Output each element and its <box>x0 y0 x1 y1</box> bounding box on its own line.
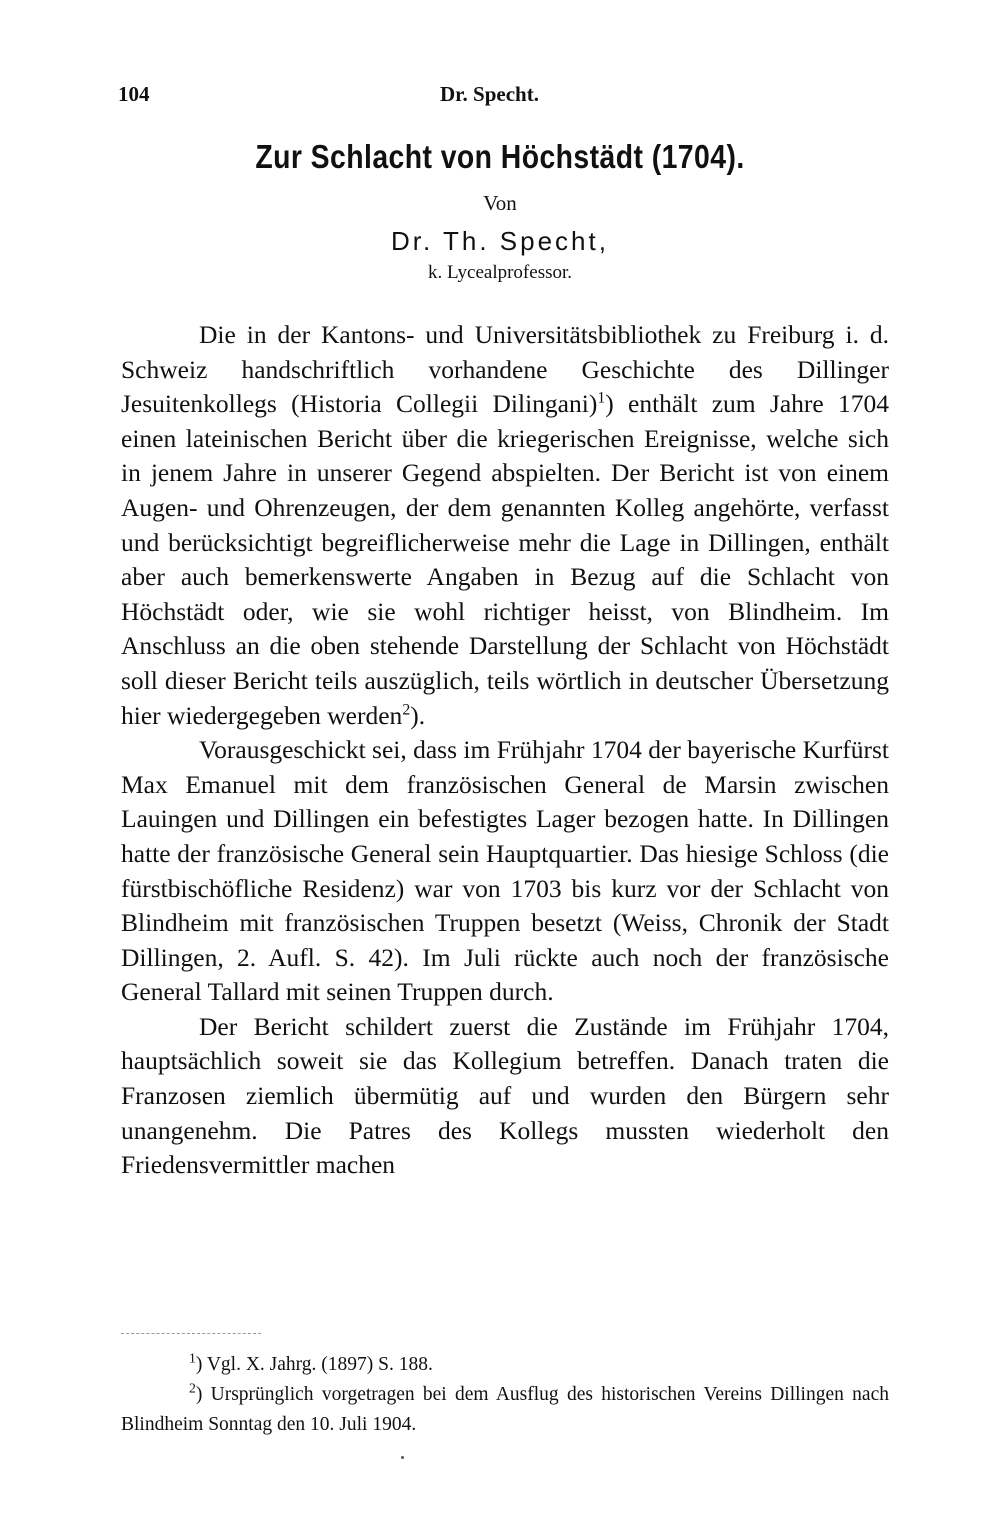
author-name: Dr. Th. Specht, <box>391 226 609 256</box>
footnotes <box>121 1350 889 1440</box>
paragraph-1-text-a: Die in der Kantons- und Universitätsbibliothek zu Freiburg i. d. Schweiz handschriftlich vorhandene Geschichte des Dillinger Jesuitenkollegs (Historia Collegii Dilingani) <box>121 320 889 419</box>
footnote-ref-2: 2 <box>402 701 411 719</box>
footnote-divider <box>121 1333 261 1334</box>
running-head <box>118 82 888 112</box>
footnote-ref-1: 1 <box>597 389 606 407</box>
byline-von: Von <box>483 191 517 215</box>
footnote-2 <box>121 1380 889 1440</box>
page-number: 104 <box>118 82 150 106</box>
running-head-author: Dr. Specht. <box>440 82 539 106</box>
body-text <box>121 318 889 1183</box>
footnote-1-text: ) Vgl. X. Jahrg. (1897) S. 188. <box>195 1354 433 1375</box>
footnote-2-marker: 2 <box>189 1380 196 1396</box>
scan-speck <box>401 1456 404 1459</box>
paragraph-3: Der Bericht schildert zuerst die Zustände im Frühjahr 1704, hauptsächlich soweit sie das Kollegium betreffen. Danach traten die Franzosen ziemlich übermütig auf und wurden den Bürgern sehr unangenehm. Die Patres des Kollegs mussten wiederholt den Friedensvermittler machen <box>121 1011 889 1180</box>
footnote-1 <box>121 1350 889 1380</box>
paragraph-1-text-b: ) enthält zum Jahre 1704 einen lateinischen Bericht über die kriegerischen Ereignisse, welche sich in jenem Jahre in unserer Gegend abspielten. Der Bericht ist von einem Augen- und Ohrenzeugen, der dem genannten Kolleg angehörte, verfasst und berücksichtigt begreiflicherweise mehr die Lage in Dillingen, enthält aber auch bemerkenswerte Angaben in Bezug auf die Schlacht von Höchstädt oder, wie sie wohl richtiger heisst, von Blindheim. Im Anschluss an die oben stehende Darstellung der Schlacht von Höchstädt soll dieser Bericht teils auszüglich, teils wörtlich in deutscher Übersetzung hier wiedergegeben werden <box>121 389 889 730</box>
footnote-1-marker: 1 <box>189 1350 196 1366</box>
paragraph-2: Vorausgeschickt sei, dass im Frühjahr 1704 der bayerische Kurfürst Max Emanuel mit dem französischen General de Marsin zwischen Lauingen und Dillingen ein befestigtes Lager bezogen hatte. In Dillingen hatte der französische General sein Hauptquartier. Das hiesige Schloss (die fürstbischöfliche Residenz) war von 1703 bis kurz vor der Schlacht von Blindheim mit französischen Truppen besetzt (Weiss, Chronik der Stadt Dillingen, 2. Aufl. S. 42). Im Juli rückte auch noch der französische General Tallard mit seinen Truppen durch. <box>121 735 889 1007</box>
footnote-2-text: ) Ursprünglich vorgetragen bei dem Ausflug des historischen Vereins Dillingen nach Blindheim Sonntag den 10. Juli 1904. <box>121 1384 889 1435</box>
author-title: k. Lycealprofessor. <box>427 262 573 283</box>
article-title: Zur Schlacht von Höchstädt (1704). <box>255 138 745 175</box>
paragraph-1-text-c: ). <box>410 700 426 730</box>
paragraph-1 <box>121 318 889 733</box>
